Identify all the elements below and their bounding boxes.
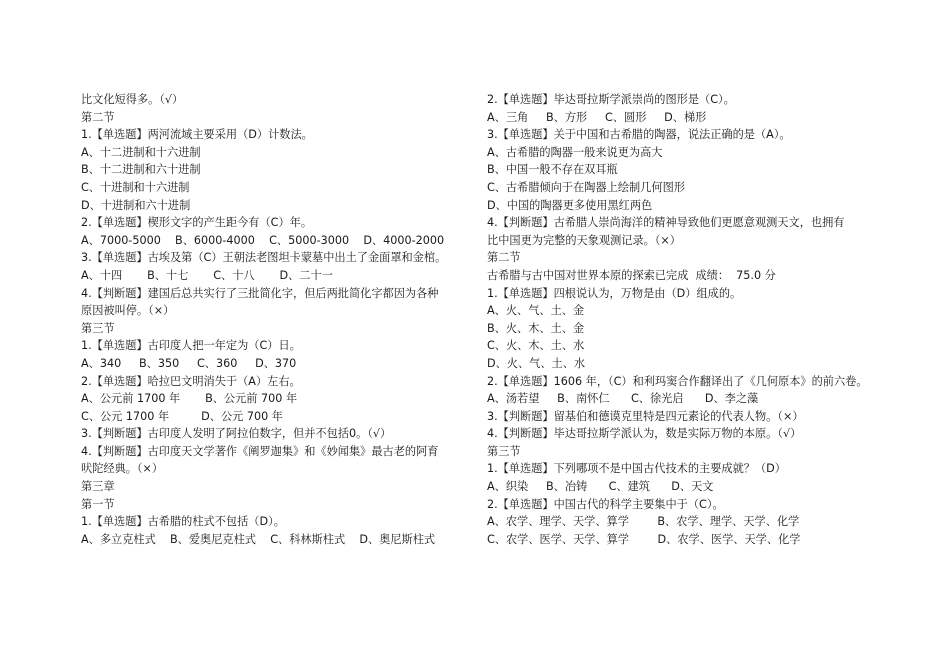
option: B、十二进制和六十进制	[81, 163, 201, 177]
left-column	[81, 91, 471, 548]
option: C、十进制和十六进制	[81, 180, 190, 194]
option: C、古希腊倾向于在陶器上绘制几何图形	[487, 180, 686, 194]
question: 4.【判断题】毕达哥拉斯学派认为，数是实际万物的本原。（√）	[487, 427, 802, 441]
section-heading: 第一节	[81, 497, 115, 511]
text-line: 原因被叫停。（×）	[81, 304, 175, 318]
text-line: 比文化短得多。（√）	[81, 93, 184, 106]
text-line: 比中国更为完整的天象观测记录。（×）	[487, 233, 681, 247]
option: B、火、木、土、金	[487, 321, 585, 335]
option: A、十四 B、十七 C、十八 D、二十一	[81, 268, 333, 282]
question: 2.【单选题】1606 年，（C）和利玛窦合作翻译出了《几何原本》的前六卷。	[487, 374, 868, 388]
option: A、汤若望 B、南怀仁 C、徐光启 D、李之藻	[487, 392, 759, 406]
option: B、中国一般不存在双耳瓶	[487, 163, 618, 177]
section-heading: 第三节	[81, 321, 115, 335]
section-heading: 第二节	[81, 110, 115, 124]
option: D、火、气、土、水	[487, 356, 586, 370]
question: 1.【单选题】两河流域主要采用（D）计数法。	[81, 128, 313, 142]
option: A、7000-5000 B、6000-4000 C、5000-3000 D、4000-2000	[81, 233, 445, 247]
text-line: 吠陀经典。（×）	[81, 462, 164, 476]
option: A、十二进制和十六进制	[81, 145, 201, 159]
option: A、340 B、350 C、360 D、370	[81, 356, 297, 370]
question: 4.【判断题】建国后总共实行了三批简化字，但后两批简化字都因为各种	[81, 286, 439, 300]
question: 2.【单选题】楔形文字的产生距今有（C）年。	[81, 216, 313, 230]
option: A、织染 B、冶铸 C、建筑 D、天文	[487, 480, 714, 494]
option: D、中国的陶器更多使用黑红两色	[487, 198, 653, 212]
score-line: 古希腊与古中国对世界本原的探索已完成 成绩： 75.0 分	[487, 268, 776, 282]
question: 2.【单选题】哈拉巴文明消失于（A）左右。	[81, 374, 301, 388]
option: A、火、气、土、金	[487, 304, 585, 318]
question: 1.【单选题】古希腊的柱式不包括（D）。	[81, 515, 285, 529]
option: C、火、木、土、水	[487, 339, 585, 353]
right-column	[487, 91, 927, 548]
question: 3.【判断题】留基伯和德谟克里特是四元素论的代表人物。（×）	[487, 409, 804, 423]
option: A、农学、理学、天学、算学 B、农学、理学、天学、化学	[487, 515, 800, 529]
option: A、三角 B、方形 C、圆形 D、梯形	[487, 110, 707, 124]
question: 4.【判断题】古印度天文学著作《阐罗迦集》和《妙闻集》最古老的阿育	[81, 444, 439, 458]
option: A、公元前 1700 年 B、公元前 700 年	[81, 392, 298, 406]
section-heading: 第二节	[487, 251, 521, 265]
question: 1.【单选题】古印度人把一年定为（C）日。	[81, 339, 301, 353]
section-heading: 第三节	[487, 444, 521, 458]
option: A、古希腊的陶器一般来说更为高大	[487, 145, 663, 159]
question: 1.【单选题】四根说认为，万物是由（D）组成的。	[487, 286, 742, 300]
question: 3.【判断题】古印度人发明了阿拉伯数字，但并不包括0。（√）	[81, 427, 392, 441]
question: 3.【单选题】古埃及第（C）王朝法老图坦卡蒙墓中出土了金面罩和金棺。	[81, 251, 447, 265]
question: 1.【单选题】下列哪项不是中国古代技术的主要成就？（D）	[487, 462, 786, 476]
question: 2.【单选题】中国古代的科学主要集中于（C）。	[487, 497, 724, 511]
chapter-heading: 第三章	[81, 480, 115, 494]
option: C、农学、医学、天学、算学 D、农学、医学、天学、化学	[487, 532, 801, 546]
option: C、公元 1700 年 D、公元 700 年	[81, 409, 283, 423]
question: 4.【判断题】古希腊人崇尚海洋的精神导致他们更愿意观测天文，也拥有	[487, 216, 845, 230]
option: D、十进制和六十进制	[81, 198, 191, 212]
question: 2.【单选题】毕达哥拉斯学派崇尚的图形是（C）。	[487, 93, 735, 106]
option: A、多立克柱式 B、爱奥尼克柱式 C、科林斯柱式 D、奥尼斯柱式	[81, 532, 436, 546]
question: 3.【单选题】关于中国和古希腊的陶器，说法正确的是（A）。	[487, 128, 791, 142]
